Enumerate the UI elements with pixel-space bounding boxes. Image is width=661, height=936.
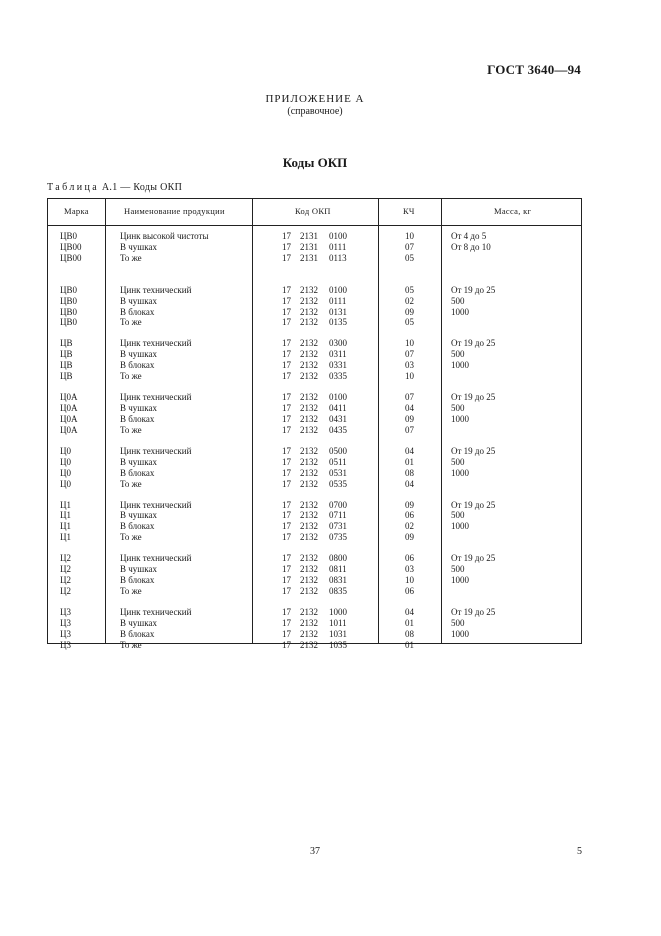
cell-okp-code-part: 0811 — [329, 564, 347, 575]
cell-okp-code-part: 0111 — [329, 241, 347, 252]
cell-okp-code-part: 2132 — [300, 606, 318, 617]
cell-mass: 1000 — [451, 413, 469, 424]
cell-okp-code-part: 17 — [282, 532, 291, 543]
header-divider — [48, 225, 581, 226]
cell-okp-code-part: 0831 — [329, 575, 347, 585]
cell-mark: Ц2 — [60, 564, 71, 575]
cell-product-name: То же — [120, 532, 142, 543]
cell-okp-code-part: 2132 — [300, 478, 318, 489]
cell-product-name: В чушках — [120, 349, 157, 360]
cell-okp-code-part: 2132 — [300, 392, 318, 403]
cell-okp-code-part: 17 — [282, 553, 291, 564]
cell-okp-code-part: 1035 — [329, 639, 347, 650]
cell-okp-code-part: 1031 — [329, 628, 347, 639]
cell-mark: ЦВ0 — [60, 317, 78, 328]
cell-kch: 02 — [405, 295, 414, 306]
cell-kch: 01 — [405, 617, 414, 628]
appendix-title: ПРИЛОЖЕНИЕ А — [265, 93, 365, 105]
cell-okp-code-part: 17 — [282, 241, 291, 252]
cell-product-name: В блоках — [120, 360, 155, 371]
cell-okp-code-part: 0311 — [329, 349, 347, 360]
cell-okp-code-part: 2132 — [300, 317, 318, 328]
cell-product-name: То же — [120, 424, 142, 435]
cell-kch: 05 — [405, 252, 414, 263]
cell-okp-code-part: 2132 — [300, 553, 318, 564]
cell-okp-code-part: 2132 — [300, 617, 318, 628]
cell-product-name: Цинк технический — [120, 392, 192, 403]
cell-kch: 01 — [405, 639, 414, 650]
cell-kch: 07 — [405, 424, 414, 435]
cell-mass: 500 — [451, 564, 465, 575]
cell-kch: 03 — [405, 564, 414, 575]
table-caption-rest: А.1 — Коды ОКП — [99, 182, 183, 193]
cell-kch: 07 — [405, 241, 414, 252]
table-caption-prefix: Таблица — [47, 182, 100, 193]
cell-okp-code-part: 0100 — [329, 231, 347, 241]
cell-okp-code-part: 17 — [282, 306, 291, 317]
cell-product-name: Цинк технический — [120, 338, 192, 349]
section-title: Коды ОКП — [282, 155, 348, 170]
cell-mass: 1000 — [451, 360, 469, 371]
cell-okp-code-part: 2132 — [300, 338, 318, 349]
cell-mark: Ц2 — [60, 575, 71, 585]
cell-mark: Ц2 — [60, 553, 71, 564]
cell-mark: Ц0А — [60, 424, 78, 435]
cell-product-name: В чушках — [120, 295, 157, 306]
cell-kch: 02 — [405, 521, 414, 532]
cell-kch: 09 — [405, 499, 414, 510]
cell-mass: От 19 до 25 — [451, 338, 496, 349]
cell-okp-code-part: 2132 — [300, 499, 318, 510]
standard-number: ГОСТ 3640—94 — [487, 62, 581, 77]
cell-okp-code-part: 0431 — [329, 413, 347, 424]
cell-okp-code-part: 0735 — [329, 532, 347, 543]
cell-mass: 500 — [451, 456, 465, 467]
cell-mass: От 19 до 25 — [451, 392, 496, 403]
cell-okp-code-part: 2131 — [300, 241, 318, 252]
cell-kch: 03 — [405, 360, 414, 371]
cell-kch: 09 — [405, 413, 414, 424]
cell-okp-code-part: 0111 — [329, 295, 347, 306]
cell-kch: 04 — [405, 606, 414, 617]
cell-okp-code-part: 2132 — [300, 585, 318, 596]
cell-mark: Ц0А — [60, 392, 78, 403]
cell-mark: ЦВ0 — [60, 231, 78, 241]
cell-product-name: Цинк технический — [120, 445, 192, 456]
cell-okp-code-part: 17 — [282, 413, 291, 424]
cell-mark: Ц0А — [60, 403, 78, 413]
cell-mark: ЦВ0 — [60, 295, 78, 306]
cell-mass: 1000 — [451, 306, 469, 317]
cell-mark: ЦВ00 — [60, 252, 82, 263]
cell-mark: ЦВ0 — [60, 284, 78, 295]
cell-mass: 500 — [451, 295, 465, 306]
cell-okp-code-part: 0135 — [329, 317, 347, 328]
cell-mass: 500 — [451, 510, 465, 521]
cell-okp-code-part: 0113 — [329, 252, 347, 263]
cell-mass: 1000 — [451, 575, 469, 585]
header-okp-code: Код ОКП — [295, 206, 331, 216]
cell-kch: 06 — [405, 585, 414, 596]
cell-okp-code-part: 2132 — [300, 295, 318, 306]
column-divider — [441, 199, 442, 643]
appendix-subtitle: (справочное) — [287, 106, 343, 117]
cell-okp-code-part: 0731 — [329, 521, 347, 532]
cell-kch: 01 — [405, 456, 414, 467]
cell-okp-code-part: 0711 — [329, 510, 347, 521]
cell-okp-code-part: 17 — [282, 521, 291, 532]
cell-okp-code-part: 2132 — [300, 349, 318, 360]
cell-kch: 09 — [405, 532, 414, 543]
cell-product-name: В блоках — [120, 413, 155, 424]
cell-mark: ЦВ — [60, 349, 73, 360]
cell-okp-code-part: 0531 — [329, 467, 347, 478]
cell-okp-code-part: 17 — [282, 424, 291, 435]
header-product-name: Наименование продукции — [124, 206, 225, 216]
cell-product-name: Цинк технический — [120, 606, 192, 617]
cell-product-name: То же — [120, 639, 142, 650]
page-number-right: 5 — [577, 846, 582, 857]
cell-okp-code-part: 2132 — [300, 360, 318, 371]
cell-mark: Ц0 — [60, 478, 71, 489]
cell-product-name: То же — [120, 371, 142, 382]
cell-product-name: То же — [120, 585, 142, 596]
cell-okp-code-part: 0835 — [329, 585, 347, 596]
okp-codes-table — [47, 198, 582, 650]
cell-okp-code-part: 0500 — [329, 445, 347, 456]
cell-mark: Ц3 — [60, 606, 71, 617]
column-divider — [105, 199, 106, 643]
cell-product-name: В чушках — [120, 564, 157, 575]
cell-kch: 10 — [405, 371, 414, 382]
cell-product-name: Цинк технический — [120, 284, 192, 295]
cell-mass: От 4 до 5 — [451, 231, 487, 241]
cell-okp-code-part: 0511 — [329, 456, 347, 467]
cell-kch: 08 — [405, 467, 414, 478]
cell-product-name: В чушках — [120, 617, 157, 628]
cell-okp-code-part: 2132 — [300, 413, 318, 424]
cell-product-name: В чушках — [120, 510, 157, 521]
cell-mark: Ц3 — [60, 639, 71, 650]
cell-mark: Ц3 — [60, 617, 71, 628]
cell-mass: 1000 — [451, 628, 469, 639]
cell-okp-code-part: 17 — [282, 252, 291, 263]
cell-mark: Ц0 — [60, 467, 71, 478]
cell-product-name: В блоках — [120, 467, 155, 478]
cell-okp-code-part: 0100 — [329, 392, 347, 403]
cell-okp-code-part: 1000 — [329, 606, 347, 617]
cell-kch: 10 — [405, 338, 414, 349]
cell-mark: Ц1 — [60, 499, 71, 510]
cell-mark: Ц3 — [60, 628, 71, 639]
cell-okp-code-part: 1011 — [329, 617, 347, 628]
cell-mark: Ц0 — [60, 445, 71, 456]
header-kch: КЧ — [403, 206, 415, 216]
page-number-center: 37 — [310, 846, 320, 857]
cell-okp-code-part: 17 — [282, 445, 291, 456]
cell-okp-code-part: 2132 — [300, 510, 318, 521]
cell-okp-code-part: 17 — [282, 606, 291, 617]
cell-okp-code-part: 2132 — [300, 564, 318, 575]
cell-mark: Ц0 — [60, 456, 71, 467]
cell-okp-code-part: 2132 — [300, 284, 318, 295]
cell-mark: Ц0А — [60, 413, 78, 424]
cell-okp-code-part: 2132 — [300, 639, 318, 650]
header-mass: Масса, кг — [494, 206, 532, 216]
cell-product-name: В чушках — [120, 456, 157, 467]
cell-kch: 09 — [405, 306, 414, 317]
cell-kch: 06 — [405, 510, 414, 521]
cell-okp-code-part: 17 — [282, 499, 291, 510]
cell-mass: От 19 до 25 — [451, 445, 496, 456]
cell-okp-code-part: 2132 — [300, 403, 318, 413]
cell-okp-code-part: 17 — [282, 403, 291, 413]
cell-okp-code-part: 17 — [282, 564, 291, 575]
cell-mark: ЦВ00 — [60, 241, 82, 252]
column-divider — [252, 199, 253, 643]
cell-mark: Ц1 — [60, 521, 71, 532]
cell-mass: От 19 до 25 — [451, 553, 496, 564]
cell-okp-code-part: 17 — [282, 295, 291, 306]
cell-kch: 10 — [405, 575, 414, 585]
cell-okp-code-part: 0335 — [329, 371, 347, 382]
cell-product-name: Цинк технический — [120, 553, 192, 564]
cell-okp-code-part: 17 — [282, 392, 291, 403]
cell-mass: 1000 — [451, 467, 469, 478]
cell-okp-code-part: 0131 — [329, 306, 347, 317]
cell-okp-code-part: 17 — [282, 575, 291, 585]
cell-okp-code-part: 2131 — [300, 252, 318, 263]
cell-kch: 07 — [405, 392, 414, 403]
cell-okp-code-part: 2132 — [300, 575, 318, 585]
cell-okp-code-part: 0435 — [329, 424, 347, 435]
cell-mass: От 19 до 25 — [451, 499, 496, 510]
cell-okp-code-part: 2132 — [300, 521, 318, 532]
cell-okp-code-part: 17 — [282, 478, 291, 489]
cell-okp-code-part: 17 — [282, 585, 291, 596]
cell-okp-code-part: 17 — [282, 510, 291, 521]
cell-okp-code-part: 2132 — [300, 456, 318, 467]
cell-okp-code-part: 17 — [282, 467, 291, 478]
cell-mark: Ц1 — [60, 532, 71, 543]
cell-okp-code-part: 0800 — [329, 553, 347, 564]
cell-mass: От 8 до 10 — [451, 241, 491, 252]
cell-okp-code-part: 0300 — [329, 338, 347, 349]
cell-mass: 500 — [451, 349, 465, 360]
cell-mark: ЦВ — [60, 371, 73, 382]
cell-product-name: Цинк высокой чистоты — [120, 231, 209, 241]
cell-mass: От 19 до 25 — [451, 606, 496, 617]
cell-okp-code-part: 0100 — [329, 284, 347, 295]
cell-mark: ЦВ — [60, 338, 73, 349]
column-divider — [378, 199, 379, 643]
cell-mark: Ц2 — [60, 585, 71, 596]
cell-okp-code-part: 2132 — [300, 424, 318, 435]
cell-okp-code-part: 0700 — [329, 499, 347, 510]
cell-okp-code-part: 17 — [282, 371, 291, 382]
cell-okp-code-part: 17 — [282, 317, 291, 328]
cell-product-name: Цинк технический — [120, 499, 192, 510]
cell-okp-code-part: 0535 — [329, 478, 347, 489]
cell-kch: 04 — [405, 445, 414, 456]
cell-product-name: То же — [120, 317, 142, 328]
cell-kch: 04 — [405, 403, 414, 413]
cell-okp-code-part: 17 — [282, 617, 291, 628]
cell-kch: 10 — [405, 231, 414, 241]
cell-okp-code-part: 0331 — [329, 360, 347, 371]
cell-okp-code-part: 17 — [282, 231, 291, 241]
cell-mass: 500 — [451, 403, 465, 413]
cell-mark: Ц1 — [60, 510, 71, 521]
cell-product-name: То же — [120, 478, 142, 489]
cell-okp-code-part: 2131 — [300, 231, 318, 241]
cell-okp-code-part: 2132 — [300, 467, 318, 478]
cell-product-name: В чушках — [120, 241, 157, 252]
cell-okp-code-part: 2132 — [300, 532, 318, 543]
cell-product-name: В блоках — [120, 628, 155, 639]
cell-mark: ЦВ — [60, 360, 73, 371]
cell-okp-code-part: 17 — [282, 360, 291, 371]
header-mark: Марка — [64, 206, 89, 216]
cell-okp-code-part: 0411 — [329, 403, 347, 413]
table-caption — [47, 182, 182, 193]
cell-okp-code-part: 2132 — [300, 306, 318, 317]
cell-kch: 06 — [405, 553, 414, 564]
cell-okp-code-part: 17 — [282, 456, 291, 467]
cell-okp-code-part: 17 — [282, 284, 291, 295]
cell-okp-code-part: 17 — [282, 628, 291, 639]
cell-okp-code-part: 2132 — [300, 628, 318, 639]
cell-product-name: В блоках — [120, 575, 155, 585]
cell-kch: 08 — [405, 628, 414, 639]
cell-product-name: В блоках — [120, 521, 155, 532]
cell-product-name: То же — [120, 252, 142, 263]
cell-product-name: В чушках — [120, 403, 157, 413]
cell-okp-code-part: 17 — [282, 338, 291, 349]
cell-okp-code-part: 17 — [282, 349, 291, 360]
cell-okp-code-part: 2132 — [300, 445, 318, 456]
cell-kch: 07 — [405, 349, 414, 360]
cell-okp-code-part: 2132 — [300, 371, 318, 382]
cell-mass: 500 — [451, 617, 465, 628]
cell-kch: 05 — [405, 317, 414, 328]
cell-kch: 04 — [405, 478, 414, 489]
cell-kch: 05 — [405, 284, 414, 295]
cell-product-name: В блоках — [120, 306, 155, 317]
cell-okp-code-part: 17 — [282, 639, 291, 650]
cell-mass: 1000 — [451, 521, 469, 532]
cell-mass: От 19 до 25 — [451, 284, 496, 295]
cell-mark: ЦВ0 — [60, 306, 78, 317]
